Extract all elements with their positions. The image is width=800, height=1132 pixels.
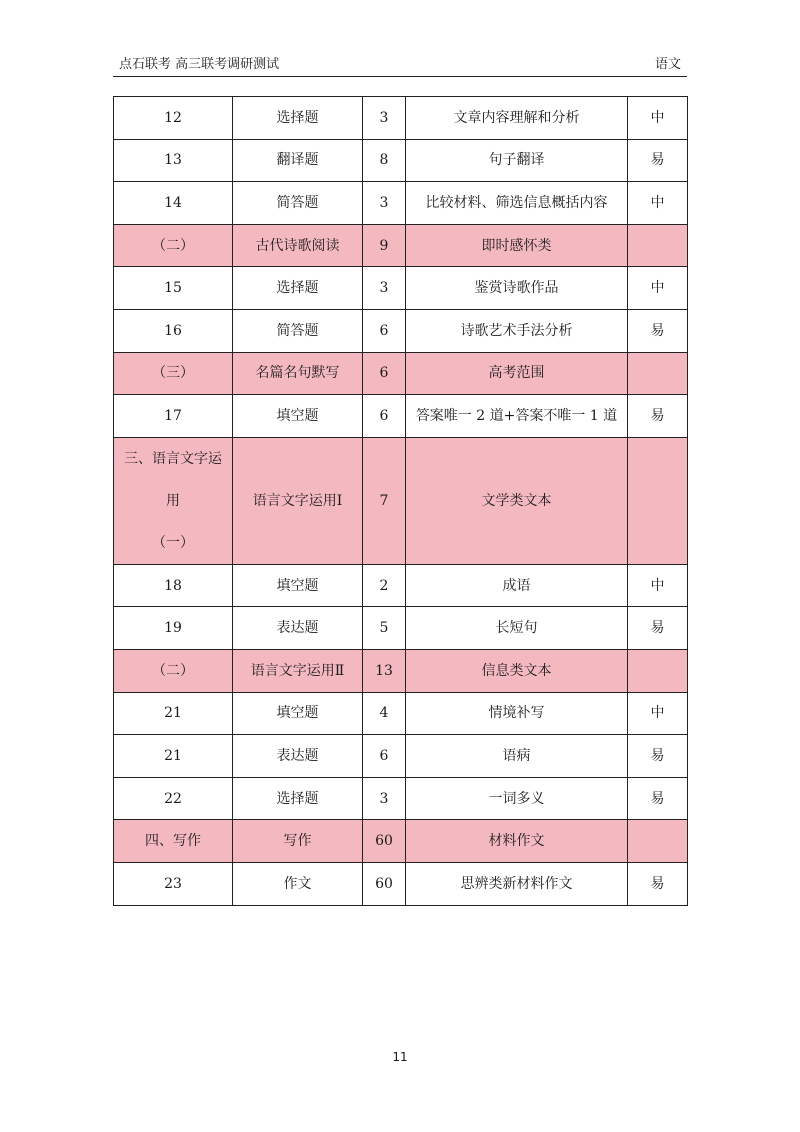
cell-question-no: 13	[114, 139, 233, 182]
cell-question-no: 19	[114, 607, 233, 650]
cell-question-no: 16	[114, 309, 233, 352]
cell-question-no: 23	[114, 862, 233, 905]
cell-content: 长短句	[406, 607, 628, 650]
section-row	[114, 820, 688, 863]
cell-question-type: 表达题	[233, 735, 363, 778]
section-line: 三、语言文字运	[124, 450, 222, 467]
section-row	[114, 224, 688, 267]
cell-question-type: 作文	[233, 862, 363, 905]
table-row	[114, 309, 688, 352]
section-line: 用	[166, 492, 180, 509]
cell-difficulty: 易	[628, 139, 688, 182]
cell-content: 即时感怀类	[406, 224, 628, 267]
table-row	[114, 862, 688, 905]
table-row	[114, 735, 688, 778]
cell-content: 句子翻译	[406, 139, 628, 182]
table-row	[114, 267, 688, 310]
cell-section-name: 语言文字运用Ⅱ	[233, 649, 363, 692]
table-row	[114, 139, 688, 182]
cell-score: 5	[363, 607, 406, 650]
table-row	[114, 97, 688, 140]
cell-content: 一词多义	[406, 777, 628, 820]
table-row	[114, 692, 688, 735]
cell-question-type: 选择题	[233, 777, 363, 820]
cell-difficulty: 中	[628, 97, 688, 140]
cell-section: 四、写作	[114, 820, 233, 863]
cell-score: 60	[363, 862, 406, 905]
page-number: 11	[392, 1050, 408, 1064]
cell-content: 文章内容理解和分析	[406, 97, 628, 140]
table-row	[114, 395, 688, 438]
cell-question-no: 21	[114, 735, 233, 778]
cell-section	[114, 437, 233, 564]
cell-question-type: 简答题	[233, 309, 363, 352]
cell-score: 6	[363, 395, 406, 438]
header-subject: 语文	[654, 57, 681, 72]
cell-question-type: 表达题	[233, 607, 363, 650]
cell-content: 高考范围	[406, 352, 628, 395]
cell-score: 2	[363, 564, 406, 607]
cell-content: 比较材料、筛选信息概括内容	[406, 182, 628, 225]
cell-question-type: 翻译题	[233, 139, 363, 182]
cell-question-type: 填空题	[233, 692, 363, 735]
cell-content: 材料作文	[406, 820, 628, 863]
cell-score: 3	[363, 182, 406, 225]
cell-difficulty: 易	[628, 735, 688, 778]
header-divider	[113, 76, 687, 77]
cell-question-type: 简答题	[233, 182, 363, 225]
cell-section-name: 写作	[233, 820, 363, 863]
section-row	[114, 352, 688, 395]
cell-difficulty: 中	[628, 267, 688, 310]
cell-difficulty: 易	[628, 395, 688, 438]
cell-difficulty: 易	[628, 777, 688, 820]
cell-content: 答案唯一 2 道+答案不唯一 1 道	[406, 395, 628, 438]
cell-difficulty	[628, 649, 688, 692]
cell-score: 9	[363, 224, 406, 267]
table-row	[114, 564, 688, 607]
cell-score: 4	[363, 692, 406, 735]
cell-content: 情境补写	[406, 692, 628, 735]
cell-question-no: 17	[114, 395, 233, 438]
table-row	[114, 607, 688, 650]
table-row	[114, 777, 688, 820]
section-line: （一）	[152, 534, 194, 551]
cell-content: 信息类文本	[406, 649, 628, 692]
cell-score: 3	[363, 267, 406, 310]
cell-score: 60	[363, 820, 406, 863]
cell-section-name: 名篇名句默写	[233, 352, 363, 395]
cell-score: 3	[363, 97, 406, 140]
cell-content: 文学类文本	[406, 437, 628, 564]
page-header	[113, 56, 687, 74]
cell-difficulty: 易	[628, 309, 688, 352]
cell-question-no: 15	[114, 267, 233, 310]
cell-difficulty: 中	[628, 564, 688, 607]
cell-section-name: 古代诗歌阅读	[233, 224, 363, 267]
cell-content: 思辨类新材料作文	[406, 862, 628, 905]
cell-difficulty	[628, 437, 688, 564]
cell-content: 诗歌艺术手法分析	[406, 309, 628, 352]
cell-difficulty: 易	[628, 862, 688, 905]
cell-section-name: 语言文字运用Ⅰ	[233, 437, 363, 564]
cell-section: （三）	[114, 352, 233, 395]
cell-difficulty: 中	[628, 182, 688, 225]
cell-score: 6	[363, 735, 406, 778]
cell-question-no: 21	[114, 692, 233, 735]
cell-difficulty: 中	[628, 692, 688, 735]
cell-content: 语病	[406, 735, 628, 778]
cell-question-type: 选择题	[233, 267, 363, 310]
cell-score: 13	[363, 649, 406, 692]
cell-difficulty	[628, 224, 688, 267]
cell-content: 鉴赏诗歌作品	[406, 267, 628, 310]
cell-question-type: 填空题	[233, 395, 363, 438]
section-row	[114, 649, 688, 692]
cell-question-no: 18	[114, 564, 233, 607]
cell-question-type: 选择题	[233, 97, 363, 140]
cell-question-no: 14	[114, 182, 233, 225]
cell-score: 6	[363, 309, 406, 352]
cell-section: （二）	[114, 224, 233, 267]
exam-spec-table	[113, 96, 688, 906]
cell-question-type: 填空题	[233, 564, 363, 607]
table-row	[114, 182, 688, 225]
section-row	[114, 437, 688, 564]
cell-section: （二）	[114, 649, 233, 692]
cell-score: 7	[363, 437, 406, 564]
header-title: 点石联考 高三联考调研测试	[119, 57, 280, 72]
cell-score: 8	[363, 139, 406, 182]
cell-difficulty: 易	[628, 607, 688, 650]
cell-question-no: 12	[114, 97, 233, 140]
cell-score: 6	[363, 352, 406, 395]
cell-score: 3	[363, 777, 406, 820]
cell-question-no: 22	[114, 777, 233, 820]
cell-content: 成语	[406, 564, 628, 607]
cell-difficulty	[628, 352, 688, 395]
cell-difficulty	[628, 820, 688, 863]
